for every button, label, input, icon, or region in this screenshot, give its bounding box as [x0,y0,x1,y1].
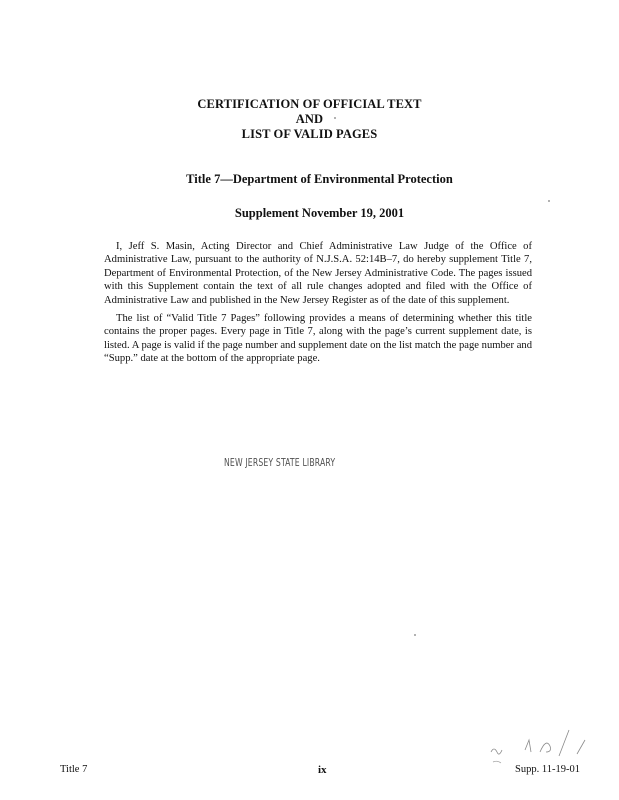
page-number: ix [318,764,327,776]
handwritten-mark [485,722,605,770]
library-stamp: NEW JERSEY STATE LIBRARY [224,456,336,469]
certification-paragraph: I, Jeff S. Masin, Acting Director and Chief Administrative Law Judge of the Office of Administrative Law, pursuant to the authority of N.J.S.A. 52:14B–7, do hereby supplement Title 7, Department of Environmental Protection, of the New Jersey Administrative Code. The pages issued with this Supplement contain the text of all rule changes adopted and filed with the Office of Administrative Law and published in the New Jersey Register as of the date of this supplement. [104,241,532,306]
heading-and: AND [295,112,324,126]
footer-title: Title 7 [60,764,88,775]
scan-speck [334,117,336,119]
certification-heading: CERTIFICATION OF OFFICIAL TEXT [197,97,422,111]
scan-speck [548,200,550,202]
supplement-date: Supplement November 19, 2001 [234,206,405,220]
title-name: Title 7—Department of Environmental Protection [186,172,453,186]
scan-speck [414,634,416,636]
valid-pages-paragraph: The list of “Valid Title 7 Pages” following provides a means of determining whether this title contains the proper pages. Every page in Title 7, along with the page’s current supplement date, is listed. A page is valid if the page number and supplement date on the list match the page number and “Supp.” date at the bottom of the appropriate page. [104,313,532,365]
valid-pages-heading: LIST OF VALID PAGES [241,127,378,141]
footer-supplement: Supp. 11-19-01 [515,764,580,775]
